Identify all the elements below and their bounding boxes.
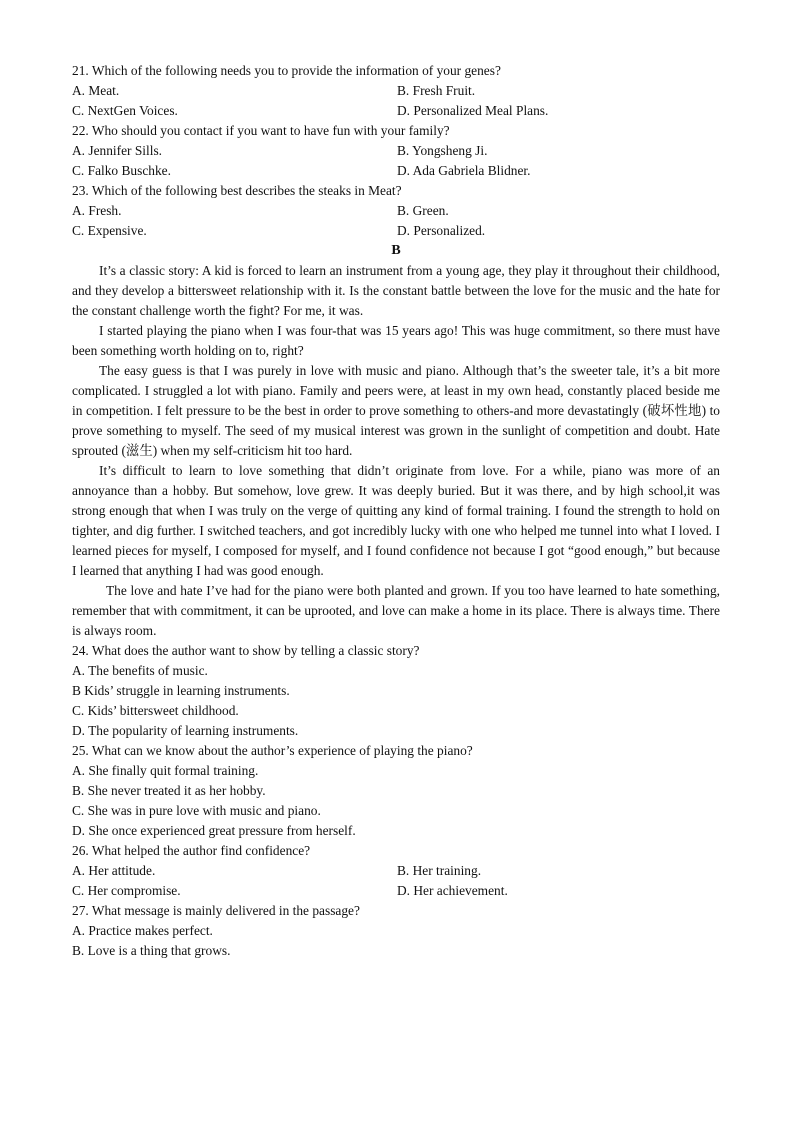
option-d: D. The popularity of learning instruments.: [72, 723, 299, 738]
options-row: [72, 101, 720, 121]
option-c: C. Expensive.: [72, 223, 147, 238]
passage-paragraph-2: I started playing the piano when I was four-that was 15 years ago! This was huge commitment, so there must have been something worth holding on to, right?: [72, 323, 720, 358]
option-d: D. Personalized Meal Plans.: [397, 103, 549, 118]
options-row: [72, 201, 720, 221]
question-26: 26. What helped the author find confidence?: [72, 843, 311, 858]
option-a: A. Fresh.: [72, 203, 122, 218]
option-c: C. Kids’ bittersweet childhood.: [72, 703, 239, 718]
option-b: B. Green.: [397, 203, 449, 218]
options-row: [72, 881, 720, 901]
question-21: 21. Which of the following needs you to provide the information of your genes?: [72, 63, 501, 78]
option-d: D. Personalized.: [397, 223, 486, 238]
passage-paragraph-5: The love and hate I’ve had for the piano were both planted and grown. If you too have learned to hate something, remember that with commitment, it can be uprooted, and love can make a home in its place. There is always time. There is always room.: [72, 583, 720, 638]
passage-paragraph-4: It’s difficult to learn to love something that didn’t originate from love. For a while, piano was more of an annoyance than a hobby. But somehow, love grew. It was deeply buried. But it was there, and by high school,it was strong enough that when I was truly on the verge of quitting any kind of formal training. I found the strength to hold on tighter, and dig further. I switched teachers, and got incredibly lucky with one who helped me tunnel into what I loved. I learned pieces for myself, I composed for myself, and I found confidence not because I got “good enough,” but because I learned that anything I had was good enough.: [72, 463, 720, 578]
option-a: A. Jennifer Sills.: [72, 143, 163, 158]
passage-paragraph-3: The easy guess is that I was purely in love with music and piano. Although that’s the sweeter tale, it’s a bit more complicated. I struggled a lot with piano. Family and peers were, at least in my own head, constantly placed beside me in competition. I felt pressure to be the best in order to prove something to others-and more devastatingly (破坏性地) to prove something to myself. The seed of my musical interest was grown in the sunlight of competition and doubt. Hate sprouted (滋生) when my self-criticism hit too hard.: [72, 363, 720, 458]
option-b: B. Yongsheng Ji.: [397, 143, 488, 158]
question-24: 24. What does the author want to show by telling a classic story?: [72, 643, 420, 658]
option-c: C. NextGen Voices.: [72, 103, 178, 118]
option-a: A. Practice makes perfect.: [72, 923, 213, 938]
options-row: [72, 141, 720, 161]
passage-paragraph-1: It’s a classic story: A kid is forced to learn an instrument from a young age, they play it throughout their childhood, and they develop a bittersweet relationship with it. Is the constant battle between the love for the music and the hate for the constant challenge worth the fight? For me, it was.: [72, 263, 720, 318]
option-a: A. The benefits of music.: [72, 663, 208, 678]
option-b: B Kids’ struggle in learning instruments.: [72, 683, 290, 698]
option-b: B. Love is a thing that grows.: [72, 943, 231, 958]
option-c: C. Her compromise.: [72, 883, 181, 898]
question-23: 23. Which of the following best describes the steaks in Meat?: [72, 183, 402, 198]
options-row: [72, 161, 720, 181]
option-b: B. Her training.: [397, 863, 482, 878]
question-22: 22. Who should you contact if you want to have fun with your family?: [72, 123, 450, 138]
question-27: 27. What message is mainly delivered in the passage?: [72, 903, 360, 918]
question-25: 25. What can we know about the author’s experience of playing the piano?: [72, 743, 473, 758]
exam-page: [72, 61, 720, 961]
option-b: B. Fresh Fruit.: [397, 83, 476, 98]
option-a: A. She finally quit formal training.: [72, 763, 259, 778]
option-d: D. She once experienced great pressure from herself.: [72, 823, 356, 838]
option-c: C. She was in pure love with music and piano.: [72, 803, 321, 818]
option-a: A. Her attitude.: [72, 863, 156, 878]
options-row: [72, 81, 720, 101]
option-b: B. She never treated it as her hobby.: [72, 783, 266, 798]
section-b-heading: B: [391, 243, 401, 258]
option-d: D. Ada Gabriela Blidner.: [397, 163, 531, 178]
options-row: [72, 221, 720, 241]
option-c: C. Falko Buschke.: [72, 163, 171, 178]
options-row: [72, 861, 720, 881]
option-d: D. Her achievement.: [397, 883, 508, 898]
option-a: A. Meat.: [72, 83, 120, 98]
